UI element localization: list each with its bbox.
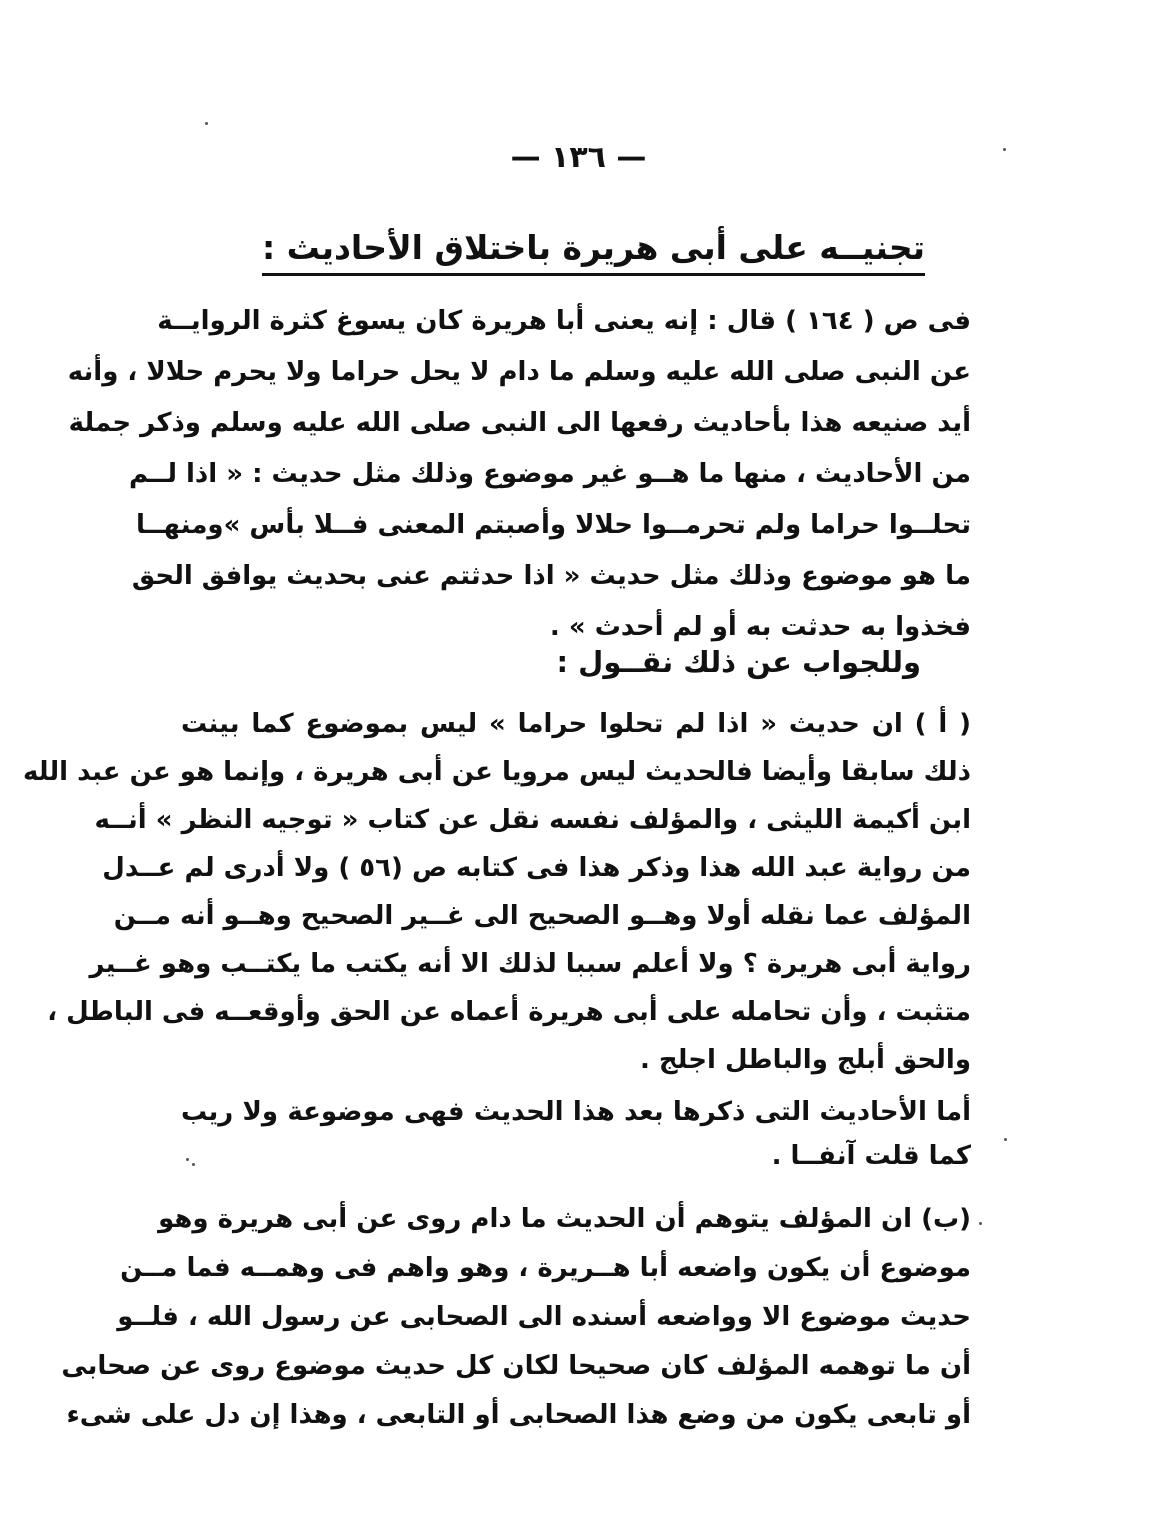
text-line: ذلك سابقا وأيضا فالحديث ليس مرويا عن أبى هريرة ، وإنما هو عن عبد الله xyxy=(23,757,971,787)
text-line: والحق أبلج والباطل اجلج . xyxy=(639,1045,971,1075)
section-heading: تجنيــه على أبى هريرة باختلاق الأحاديث : xyxy=(262,228,925,276)
text-line: من الأحاديث ، منها ما هــو غير موضوع وذلك مثل حديث : « اذا لــم xyxy=(129,459,971,489)
text-line: ما هو موضوع وذلك مثل حديث « اذا حدثتم عنى بحديث يوافق الحق xyxy=(131,561,971,591)
text-line: المؤلف عما نقله أولا وهــو الصحيح الى غــير الصحيح وهــو أنه مــن xyxy=(113,901,971,931)
text-line: فى ص ( ١٦٤ ) قال : إنه يعنى أبا هريرة كان يسوغ كثرة الروايــة xyxy=(157,306,971,336)
text-line: رواية أبى هريرة ؟ ولا أعلم سببا لذلك الا أنه يكتب ما يكتــب وهو غــير xyxy=(89,949,971,979)
text-line: متثبت ، وأن تحامله على أبى هريرة أعماه عن الحق وأوقعــه فى الباطل ، xyxy=(47,997,971,1027)
page-number: — ١٣٦ — xyxy=(510,140,647,175)
text-line: حديث موضوع الا وواضعه أسنده الى الصحابى عن رسول الله ، فلــو xyxy=(117,1302,971,1332)
text-line: ( أ ) ان حديث « اذا لم تحلوا حراما » ليس بموضوع كما بينت xyxy=(181,709,971,739)
text-line: (ب) ان المؤلف يتوهم أن الحديث ما دام روى عن أبى هريرة وهو xyxy=(158,1204,971,1234)
text-line: أيد صنيعه هذا بأحاديث رفعها الى النبى صلى الله عليه وسلم وذكر جملة xyxy=(68,408,971,438)
text-line: موضوع أن يكون واضعه أبا هــريرة ، وهو واهم فى وهمــه فما مــن xyxy=(120,1253,971,1283)
paragraph-remaining-hadiths xyxy=(181,1090,971,1178)
paragraph-intro xyxy=(67,296,971,653)
scan-speck xyxy=(1004,1138,1007,1141)
text-line: فخذوا به حدثت به أو لم أحدث » . xyxy=(549,612,971,642)
text-line: تحلــوا حراما ولم تحرمــوا حلالا وأصبتم المعنى فــلا بأس »ومنهــا xyxy=(136,510,971,540)
scan-speck xyxy=(205,122,208,125)
text-line: أن ما توهمه المؤلف كان صحيحا لكان كل حديث موضوع روى عن صحابى xyxy=(61,1351,971,1381)
scan-speck xyxy=(186,1158,189,1161)
text-line: كما قلت آنفــا . xyxy=(771,1141,971,1171)
text-line: من رواية عبد الله هذا وذكر هذا فى كتابه ص (٥٦ ) ولا أدرى لم عــدل xyxy=(102,853,971,883)
paragraph-point-a xyxy=(23,700,971,1084)
scan-speck xyxy=(192,1163,195,1166)
text-line: أو تابعى يكون من وضع هذا الصحابى أو التابعى ، وهذا إن دل على شىء xyxy=(66,1400,971,1430)
scan-speck xyxy=(1003,148,1006,151)
scan-speck xyxy=(979,1222,982,1225)
text-line: عن النبى صلى الله عليه وسلم ما دام لا يحل حراما ولا يحرم حلالا ، وأنه xyxy=(67,357,971,387)
paragraph-point-b xyxy=(61,1195,971,1440)
answer-subheading: وللجواب عن ذلك نقــول : xyxy=(556,645,921,679)
text-line: ابن أكيمة الليثى ، والمؤلف نفسه نقل عن كتاب « توجيه النظر » أنــه xyxy=(94,805,971,835)
text-line: أما الأحاديث التى ذكرها بعد هذا الحديث فهى موضوعة ولا ريب xyxy=(181,1097,971,1127)
